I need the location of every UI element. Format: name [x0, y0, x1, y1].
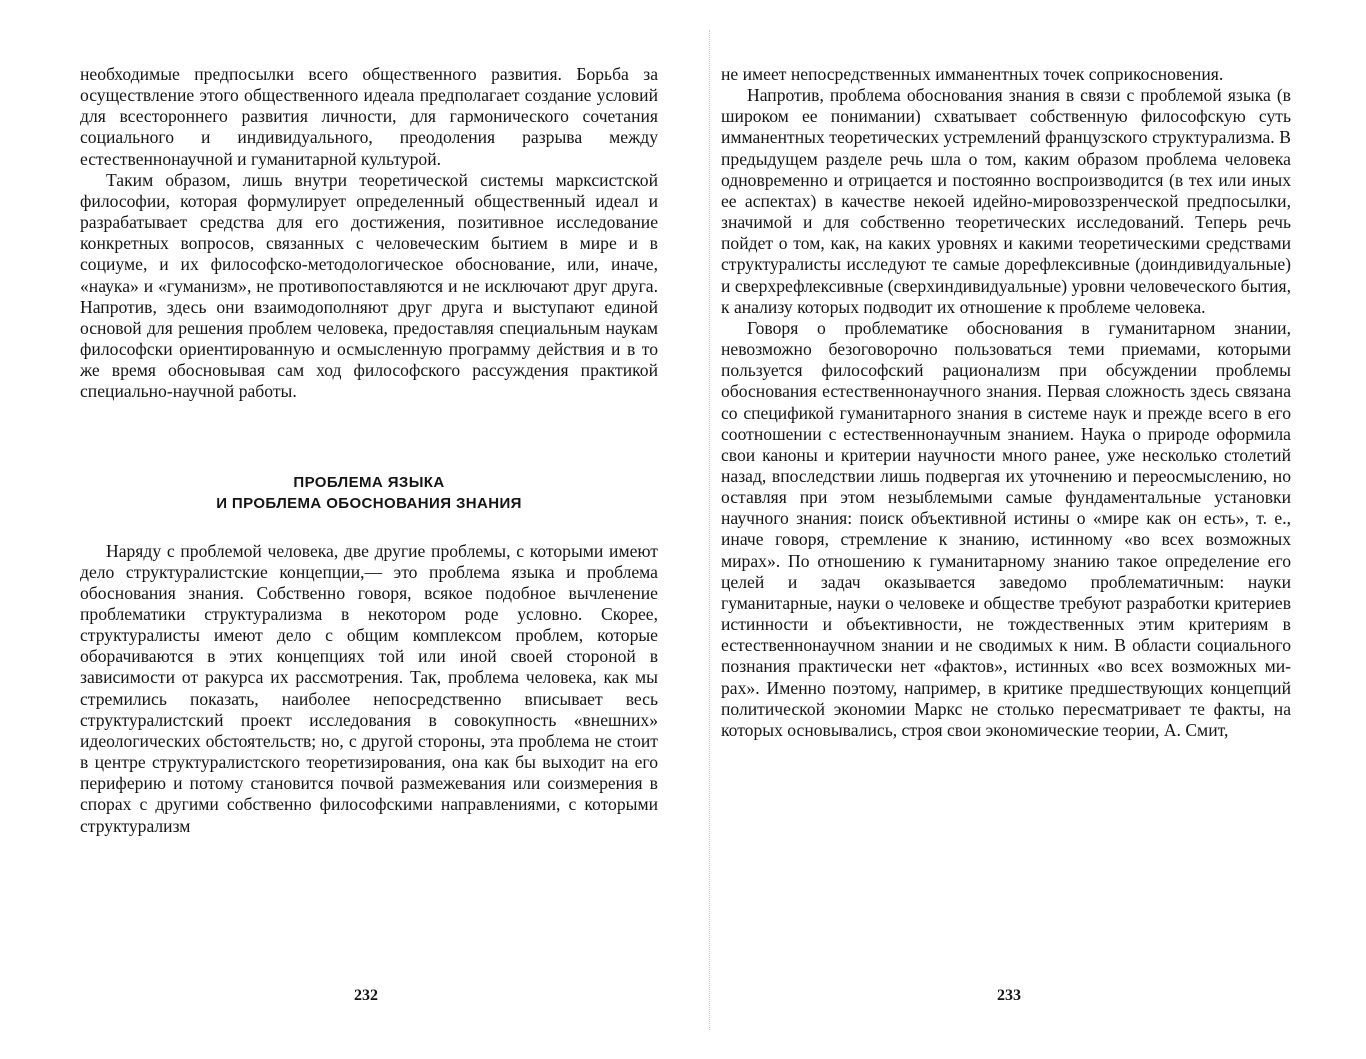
paragraph: Говоря о проблематике обоснования в гуманитарном знании, невозможно безоговорочно пользоваться теми приемами, которыми пользуется философский рационализм при обсуждении проблемы обоснования естественнонаучного знания. Первая сложность здесь связана со спецификой гуманитарного знания в системе наук и прежде всего в его соотношении с естественнонаучным знанием. Наука о природе оформила свои каноны и критерии научности много ранее, уже несколько столетий назад, впоследствии лишь подвергая их уточнению и переосмыслению, но оставляя при этом незыблемыми самые фундаментальные установки научного знания: поиск объективной истины о «мире как он есть», т. е., иначе говоря, стремление к знанию, истинному «во всех возможных мирах». По отношению к гуманитарному знанию такое определение его целей и задач оказывается заведомо проблематичным: науки гуманитарные, науки о человеке и обществе требуют разработки критериев истинности и объективности, не тождественных этим критериям в естественнонаучном знании и не сводимых к ним. В области социального познания практически нет «фактов», истинных «во всех возможных мирах». Именно поэтому, например, в критике предшествующих концепций политической экономии Маркс не столько пересматривает те факты, на которых основывались, строя свои экономические теории, А. Смит, — [721, 317, 1291, 740]
paragraph: не имеет непосредственных имманентных точек соприкосновения. — [721, 64, 1224, 84]
paragraph: Напротив, проблема обоснования знания в связи с проблемой языка (в широком ее понимании) схватывает собственную философскую суть имманентных теоретических устремлений французского структурализма. В предыдущем разделе речь шла о том, каким образом проблема человека одновременно и отрицается и постоянно воспроизводится (в тех или иных ее аспектах) в качестве некоей идейно-мировоззренческой предпосылки, значимой и для собственно теоретических исследований. Теперь речь пойдет о том, как, на каких уровнях и какими теоретическими средствами структуралисты исследуют те самые дорефлексивные (доиндивидуальные) и сверхрефлексивные (сверхиндивидуальные) уровни человеческого бытия, к анализу которых подводит их отношение к проблеме человека. — [721, 85, 1291, 317]
left-page-text — [80, 64, 658, 837]
paragraph: Таким образом, лишь внутри теоретической системы марксистской философии, которая формулирует определенный общественный идеал и разрабатывает средства для его достижения, позитивное исследование конкретных вопросов, связанных с человеческим бытием в мире и в социуме, и их философско-методологическое обоснование, или, иначе, «наука» и «гуманизм», не противопоставляются и не исключают друг друга. Напротив, здесь они взаимодополняют друг друга и выступают единой основой для решения проблем человека, предоставляя специальным наукам философски ориентированную и осмысленную программу действия и в то же время обосновывая сам ход философского рассуждения практикой специально-научной работы. — [80, 169, 658, 402]
section-heading-line: И ПРОБЛЕМА ОБОСНОВАНИЯ ЗНАНИЯ — [216, 494, 522, 512]
paragraph: Наряду с проблемой человека, две другие проблемы, с которыми имеют дело структуралистские концепции,— это проблема языка и проблема обоснования знания. Собственно говоря, всякое подобное вычленение проблематики структурализма в некотором роде условно. Скорее, структуралисты имеют дело с общим комплексом проблем, которые оборачиваются в этих концепциях той или иной своей стороной в зависимости от ракурса их рассмотрения. Так, проблема человека, как мы стремились показать, наиболее непосредственно вписывает весь структуралистский проект исследования в совокупность «внешних» идеологических обстоятельств; но, с другой стороны, эта проблема не стоит в центре структуралистского теоретизирования, она как бы выходит на его периферию и потому становится почвой размежевания или соизмерения в спорах с другими собственно философскими направлениями, с которыми структурализм — [80, 540, 658, 836]
section-heading — [80, 472, 658, 514]
page-number: 233 — [997, 987, 1021, 1004]
page-number: 232 — [354, 987, 378, 1004]
paragraph: необходимые предпосылки всего общественного развития. Борьба за осуществление этого общественного идеала предполагает создание условий для всестороннего развития личности, для гармонического сочетания социального и индивидуального, преодоления разрыва между естественнонаучной и гуманитарной культурой. — [80, 64, 658, 169]
right-page-text — [721, 64, 1291, 741]
section-heading-line: ПРОБЛЕМА ЯЗЫКА — [293, 473, 445, 491]
right-page — [683, 0, 1366, 1059]
